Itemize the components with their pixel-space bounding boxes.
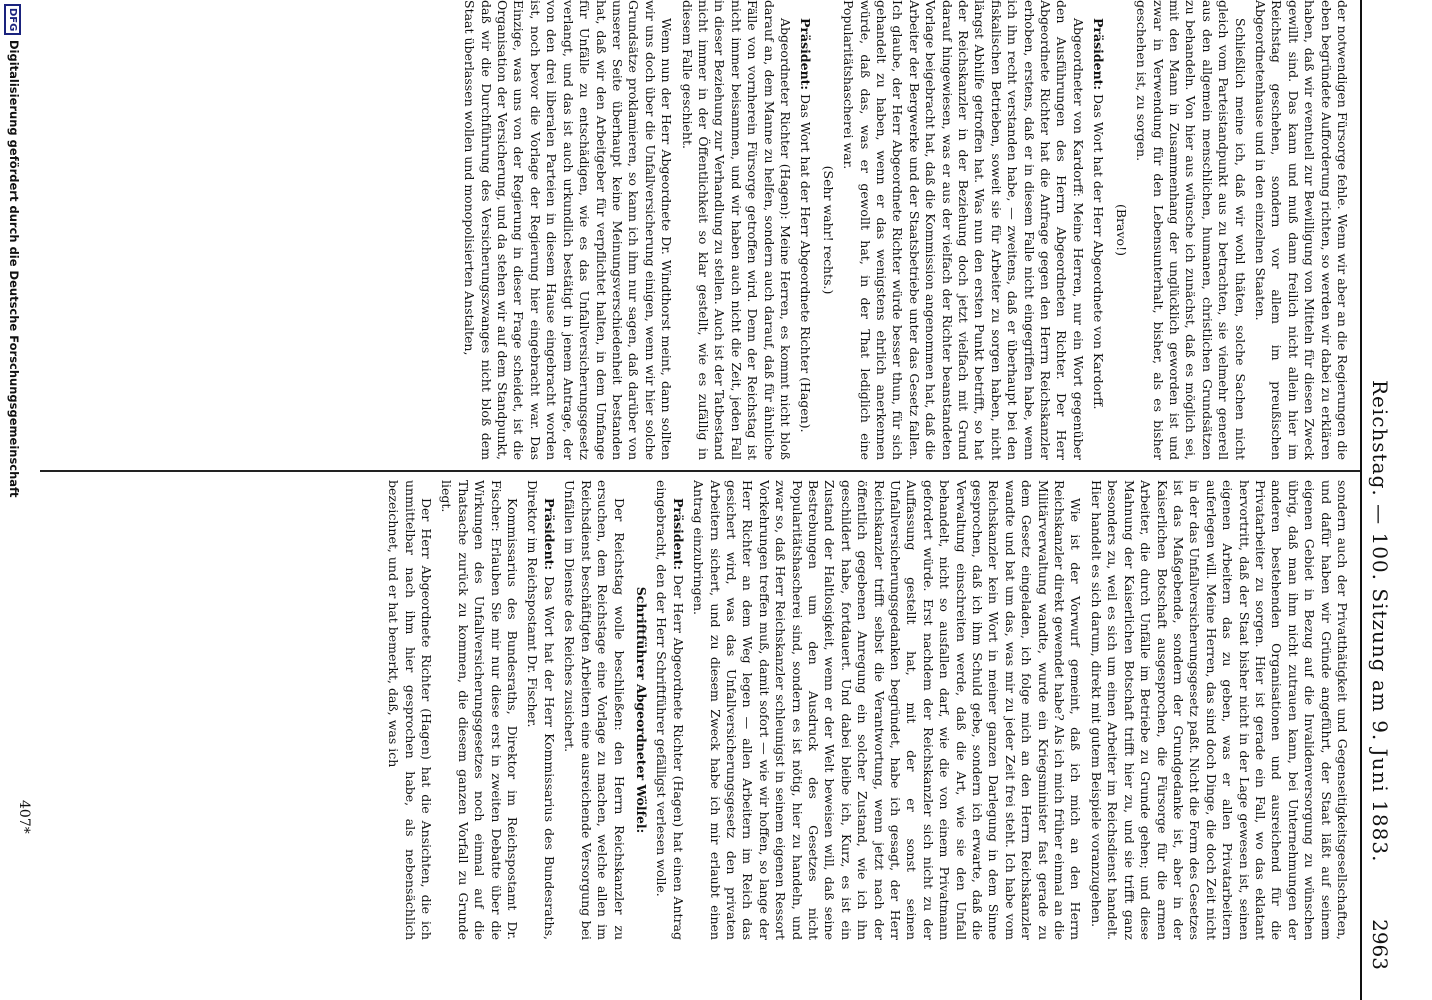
digitization-credit [0, 0, 25, 1000]
paragraph: Der Herr Abgeordnete Richter (Hagen) hat die Ansichten, die ich unmittelbar nach ihm hier gesprochen habe, als nebensächlich bezeichnet, und er hat bemerkt, daß, was ich [386, 480, 435, 940]
paragraph: Schließlich meine ich, daß wir wohl thäten, solche Sachen nicht gleich vom Parteistandpunkt aus zu betrachten, sie vielmehr generell aus den allgemein menschlichen, humanen, christlichen Grundsätzen zu behandeln. Von hier aus wünsche ich zunächst, daß es möglich sei, mit den Mann in Zusammenhang der unglücklich geworden ist und zwar in Verwendung für den Lebensunterhalt, bisher, als es bisher geschehen ist, zu sorgen. [1134, 0, 1248, 460]
paragraph: Wie ist der Vorwurf gemeint, daß ich mich an den Herrn Reichskanzler direkt gewendet habe? Als ich mich früher einmal an die Militärverwaltung wandte, wurde ein Kriegsminister fast gerade zu dem Gesetz eingeladen, ich folge mich an den Herrn Reichskanzler wandte und bat um das, was mir zu jeder Zeit frei steht. Ich habe vom Reichskanzler kein Wort in meiner ganzen Darlegung in dem Sinne gesprochen, daß ich ihm Schuld gebe, sondern ich erwarte, daß die Verwaltung einschreiten werde, daß die Art, wie sie den Unfall behandelt, nicht so ausfallen darf, wie die von einem Privatmann gefordert würde. Erst nachdem der Reichskanzler sich nicht zu der Auffassung gestellt hat, mit der er sonst seinen Unfallversicherungsgedanken begründet, habe ich gesagt, der Herr Reichskanzler trifft selbst die Verantwortung, wenn jetzt nach der öffentlich gegebenen Anregung ein solcher Zustand, wie ich ihn geschildert habe, fortdauert. Und dabei bleibe ich, Kurz, es ist ein Zustand der Haltlosigkeit, wenn er der Welt beweisen will, daß seine Bestrebungen um den Ausdruck des Gesetzes nicht Popularitätshascherei sind, sondern es ist nötig, hier zu handeln, und zwar so, daß Herr Reichskanzler schleunigst in seinem eigenen Ressort Vorkehrungen treffen muß, damit sofort — wie wir hoffen, so lange der Herr Richter an dem Weg legen — allen Arbeitern im Reich das gesichert wird, was das Unfallversicherungsgesetz den privaten Arbeitern sichert, und zu diesem Zweck habe ich mir erlaubt einen Antrag einzubringen. [691, 480, 1084, 940]
president-remark [797, 0, 813, 460]
motion-text: Der Reichstag wolle beschließen: den Herrn Reichskanzler zu ersuchen, dem Reichstage eine Vorlage zu machen, welche allen im Reichsdienst beschäftigten Arbeitern eine ausreichende Versorgung bei Unfällen im Dienste des Reiches zusichert. [562, 480, 627, 940]
paragraph: Kommissarius des Bundesraths, Direktor im Reichspostamt Dr. Fischer: Erlauben Sie mir nur diese erst in zweiten Debatte über die Wirkungen des Unfallversicherungsgesetzes noch einmal auf die Thatsache zurück zu kommen, die diesem ganzen Vorfall zu Grunde liegt. [439, 480, 521, 940]
right-column [50, 480, 1350, 940]
president-remark [524, 480, 557, 940]
speaker-label: Präsident: [541, 498, 557, 571]
remark-text: Das Wort hat der Herr Abgeordnete Richter (Hagen). [798, 94, 814, 433]
column-divider [40, 470, 1360, 472]
remark-text: Das Wort hat der Herr Abgeordnete von Kardorff. [1091, 94, 1107, 410]
paragraph: Abgeordneter von Kardorff: Meine Herren, nur ein Wort gegenüber den Ausführungen des Herrn Abgeordneten Richter. Der Herr Abgeordnete Richter hat die Anfrage gegen den Herrn Reichskanzler erhoben, erstens, daß er in diesem Falle nicht eingegriffen habe, wenn ich ihn recht verstanden habe, — zweitens, daß er überhaupt bei den fiskalischen Betrieben, soweit sie für Arbeiter zu sorgen haben, nicht längst Abhilfe getroffen hat. Was nun den ersten Punkt betrifft, so hat der Reichskanzler in der Beziehung doch jetzt vielfach mit Grund darauf hingewiesen, was er aus der vielfach der Richter beanstandeten Vorlage beigebracht hat, daß die Kommission angenommen hat, daß die Arbeiter der Bergwerke und der Staatsbetriebe unter das Gesetz fallen. Ich glaube, der Herr Abgeordnete Richter würde besser thun, für sich gehandelt zu haben, wenn er das wenigstens ehrlich anerkennen würde, daß das, was er gewollt hat, in der That lediglich eine Popularitätshascherei war. [841, 0, 1086, 460]
applause-note: (Bravo!) [1113, 204, 1129, 256]
president-remark [653, 480, 686, 940]
speaker-label: Präsident: [1091, 18, 1107, 91]
page-number: 2963 [1368, 919, 1392, 970]
dfg-logo: DFG [4, 4, 21, 35]
clerk-heading [633, 480, 649, 940]
paragraph: Wenn nun der Herr Abgeordnete Dr. Windthorst meint, dann sollten wir uns doch über die Unfallversicherung einigen, wenn wir hier solche Grundsätze proklamieren, so kann ich ihm nur sagen, daß darüber von unserer Seite überhaupt keine Meinungsverschiedenheit bestanden hat, daß wir den Arbeitgeber für verpflichtet halten, in dem Umfange für Unfälle zu entschädigen, wie es das Unfallversicherungsgesetz verlangt, und das ist auch urkundlich bestätigt in jenem Antrage, der von den drei liberalen Parteien in diesem Hause eingebracht worden ist, noch bevor die Vorlage der Regierung hier eingebracht war. Das Einzige, was uns von der Regierung in dieser Frage scheidet, ist die Organisation der Versicherung, und da stehen wir auf dem Standpunkt, daß wir die Durchführung des Versicherungszwanges nicht bloß dem Staat überlassen wollen und monopolisierten Anstalten, [462, 0, 675, 460]
left-column [50, 0, 1350, 460]
president-remark [1090, 0, 1106, 460]
paragraph: Abgeordneter Richter (Hagen): Meine Herren, es kommt nicht bloß darauf an, dem Manne zu helfen, sondern auch darauf, daß für ähnliche Fälle von vornherein Fürsorge getroffen wird. Denn der Reichstag ist nicht immer beisammen, und wir haben auch nicht die Zeit, jeden Fall in dieser Beziehung zur Verhandlung zu stellen. Auch ist der Tatbestand nicht immer in der Öffentlichkeit so klar gestellt, wie es zufällig in diesem Falle geschieht. [679, 0, 793, 460]
running-head: Reichstag. — 100. Sitzung am 9. Juni 1883. [1368, 380, 1392, 863]
speaker-label: Präsident: [798, 18, 814, 91]
credit-text: Digitalisierung gefördert durch die Deutsche Forschungsgemeinschaft [7, 40, 21, 498]
sheet-number: 407* [16, 800, 32, 834]
remark-text: Das Wort hat der Herr Kommissarius des Bundesraths, Direktor im Reichspostamt Dr. Fischer. [525, 480, 557, 940]
speaker-label: Präsident: [670, 498, 686, 571]
paragraph: sondern auch der Privatthätigkeit und Gegenseitigkeitsgesellschaften, und dafür haben wir Gründe angeführt, der Staat läßt auf seinem eigenen Gebiet in Bezug auf die Invalidenversorgung zu wünschen übrig, daß man ihm nicht zutrauen kann, bei Unternehmungen der anderen bestehenden Organisationen und ausreichend für die Privatarbeiter zu sorgen. Hier ist gerade ein Fall, wo das eklatant hervortritt, daß der Staat bisher nicht in der Lage gewesen ist, seinen eigenen Arbeitern das zu geben, was er allen Privatarbeitern auferlegen will. Meine Herren, das sind doch Dinge, die doch Zeit nicht in der das Unfallversicherungsgesetz paßt. Nicht die Form des Gesetzes ist das Maßgebende, sondern der Grundgedanke ist, aber in der Kaiserlichen Botschaft ausgesprochen, die Fürsorge für die armen Arbeiter, die durch Unfälle im Betriebe zu Grunde gehen; und diese Mahnung der Kaiserlichen Botschaft trifft hier zu, und sie trifft ganz besonders zu, weil es sich um einen Arbeiter im Reichsdienst handelt. Hier handelt es sich darum, direkt mit gutem Beispiele voranzugehen. [1088, 480, 1350, 940]
speaker-label: Schriftführer Abgeordneter Wölfel: [633, 586, 649, 834]
paragraph: der notwendigen Fürsorge fehle. Wenn wir aber an die Regierungen die eben begründete Aufforderung richten, so werden wir dabei zu erklären haben, daß wir eventuell zur Bewilligung von Mitteln für diesen Zweck gewillt sind. Das kann und muß dann freilich nicht allein hier im Reichstag geschehen, sondern vor allem im preußischen Abgeordnetenhause und in den einzelnen Staaten. [1252, 0, 1350, 460]
header-rule [1360, 0, 1362, 1000]
applause-note: (Sehr wahr! rechts.) [820, 165, 836, 295]
page-header [1360, 0, 1400, 1000]
remark-text: Der Herr Abgeordnete Richter (Hagen) hat einen Antrag eingebracht, den der Herr Schriftführer gefälligst verlesen wolle. [654, 480, 686, 940]
